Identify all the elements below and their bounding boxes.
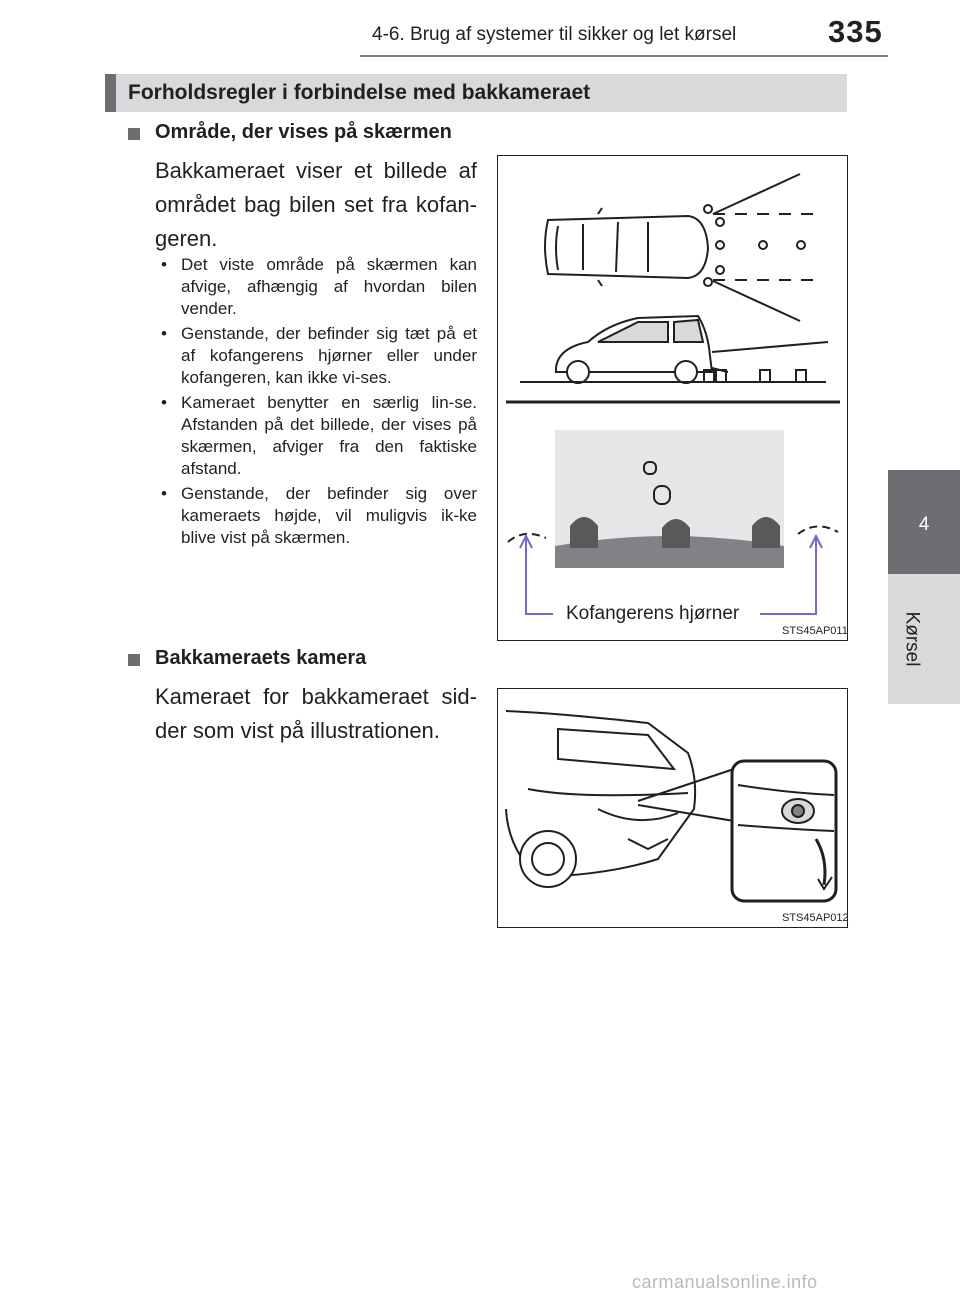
- section-title: Forholdsregler i forbindelse med bakkameraet: [128, 81, 591, 104]
- subheading-display-area: Område, der vises på skærmen: [155, 121, 452, 143]
- figure-camera-location: [497, 688, 848, 928]
- subheading-marker: [128, 128, 140, 140]
- header-rule: [360, 55, 888, 57]
- list-item: [155, 483, 477, 549]
- camera-location-illustration: [498, 689, 847, 927]
- camera-view-illustration: [498, 156, 847, 640]
- bullet-mark: •: [161, 255, 167, 274]
- car-side-view: [556, 316, 828, 383]
- figure-code: STS45AP011: [782, 625, 848, 637]
- chapter-number: 4: [918, 514, 930, 535]
- list-item-text: Det viste område på skærmen kan afvige, afhængig af hvordan bilen vender.: [181, 255, 477, 318]
- running-header-section: 4-6. Brug af systemer til sikker og let kørsel: [372, 24, 737, 45]
- object-posts: [704, 370, 806, 382]
- callout-bumper-corners: Kofangerens hjørner: [566, 603, 740, 624]
- guide-lines: [704, 174, 823, 321]
- chapter-label-text: Kørsel: [901, 611, 923, 667]
- section-title-accent: [105, 74, 116, 112]
- list-item: [155, 254, 477, 320]
- subheading-camera: Bakkameraets kamera: [155, 647, 367, 669]
- page-number: 335: [828, 14, 883, 49]
- bullet-mark: •: [161, 324, 167, 343]
- car-rear-view: [506, 711, 695, 887]
- figure-code: STS45AP012: [782, 912, 849, 924]
- list-item-text: Genstande, der befinder sig tæt på et af kofangerens hjørner eller under kofangeren, kan ikke vi-ses.: [181, 324, 477, 387]
- display-area-intro: Bakkameraet viser et billede af området bag bilen set fra kofan-geren.: [155, 158, 477, 251]
- car-top-view: [545, 208, 708, 286]
- camera-intro: Kameraet for bakkameraet sid-der som vist på illustrationen.: [155, 684, 477, 743]
- list-item: [155, 323, 477, 389]
- display-area-notes: [155, 254, 477, 552]
- list-item-text: Genstande, der befinder sig over kameraets højde, vil muligvis ik-ke blive vist på skærmen.: [181, 484, 477, 547]
- subheading-marker: [128, 654, 140, 666]
- chapter-label: [896, 592, 956, 692]
- figure-camera-view-area: [497, 155, 848, 641]
- bullet-mark: •: [161, 393, 167, 412]
- bullet-mark: •: [161, 484, 167, 503]
- list-item-text: Kameraet benytter en særlig lin-se. Afstanden på det billede, der vises på skærmen, afviger fra den faktiske afstand.: [181, 393, 477, 478]
- list-item: [155, 392, 477, 480]
- watermark: carmanualsonline.info: [632, 1272, 818, 1292]
